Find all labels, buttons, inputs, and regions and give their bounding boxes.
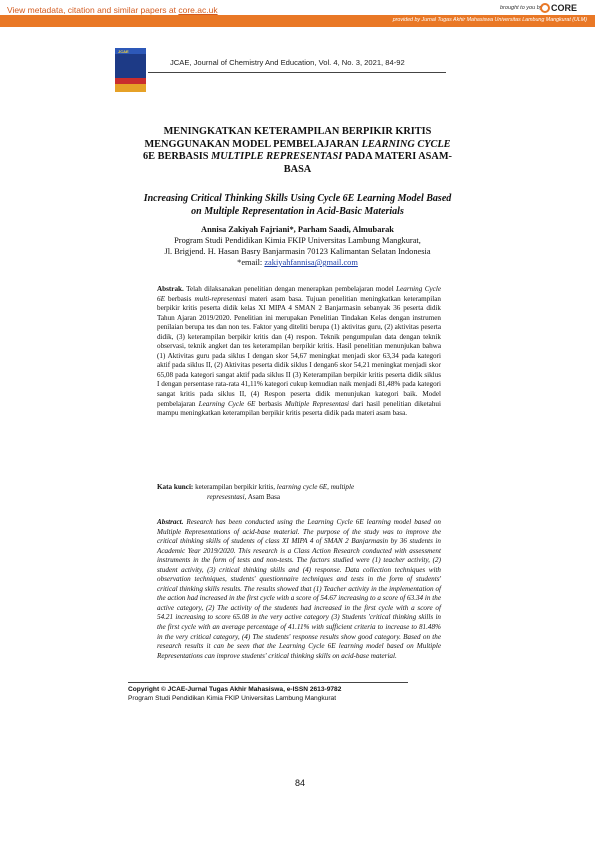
journal-cover-thumbnail xyxy=(115,48,146,92)
footer-rule xyxy=(128,682,408,683)
keywords-label: Kata kunci: xyxy=(157,483,194,491)
affiliation-line: Jl. Brigjend. H. Hasan Basry Banjarmasin 70123 Kalimantan Selatan Indonesia xyxy=(164,247,431,256)
author-list: Annisa Zakiyah Fajriani*, Parham Saadi, Almubarak xyxy=(201,225,394,234)
page-number: 84 xyxy=(294,778,305,788)
email-link[interactable]: zakiyahfannisa@gmail.com xyxy=(264,258,358,267)
title-line: 6E BERBASIS MULTIPLE REPRESENTASI PADA MATERI ASAM- xyxy=(143,151,452,162)
core-metadata-link[interactable] xyxy=(7,5,218,15)
core-logo[interactable]: CORE xyxy=(551,3,578,13)
corresponding-email: *email: zakiyahfannisa@gmail.com xyxy=(237,258,358,267)
title-line: BASA xyxy=(283,163,312,175)
abstract-label: Abstrak. xyxy=(157,285,184,293)
core-link-prefix: View metadata, citation and similar papers at xyxy=(7,5,179,15)
abstract-label: Abstract. xyxy=(157,518,184,526)
header-rule xyxy=(148,72,446,73)
paper-title-indonesian xyxy=(110,126,485,176)
title-line: MENGGUNAKAN MODEL PEMBELAJARAN LEARNING CYCLE xyxy=(144,138,451,150)
paper-title-english xyxy=(110,193,485,218)
affiliation-line: Program Studi Pendidikan Kimia FKIP Universitas Lambung Mangkurat, xyxy=(174,236,421,245)
brought-by-text: brought to you by xyxy=(500,5,543,11)
provided-by-text[interactable]: provided by Jurnal Tugas Akhir Mahasiswa Universitas Lambung Mangkurat (ULM) xyxy=(392,17,587,23)
abstract-indonesian: Abstrak. Telah dilaksanakan penelitian dengan menerapkan pembelajaran model Learning Cycle 6E berbasis multi-representasi materi asam basa. Tujuan penelitian meningkatkan keterampilan berpikir kritis peserta didik kelas XI MIPA 4 SMAN 2 Banjarmasin sebanyak 36 peserta didik Tahun Ajaran 2019/2020. Penelitian ini merupakan Penelitian Tindakan Kelas dengan instrumen penilaian berupa tes dan non tes. Faktor yang diteliti berupa (1) aktivitas guru, (2) aktivitas peserta didik, (3) keterampilan berpikir kritis dan (4) respon. Teknik pengumpulan data dengan teknik observasi, teknik angket dan tes keterampilan berpikir kritis. Hasil penelitian menunjukan bahwa (1) Aktivitas guru pada siklus I dengan skor 54,67 meningkat menjadi skor 63,34 pada kategori aktif pada siklus II, (2) Aktivitas peserta didik siklus I dengan6 skor 54,21 meningkat menjadi skor 65,08 pada kategori sangat aktif pada siklus II (3) Keterampilan berpikir kritis peserta didik siklus I dengan persentase rata-rata 41,11% kategori cukup kemudian naik menjadi 81,48% pada kategori sangat kritis pada siklus II, (4) Respon peserta didik menunjukan kategori baik. Model pembelajaran Learning Cycle 6E berbasis Multiple Representasi dari hasil penelitian diketahui mampu meningkatkan keterampilan berpikir kritis peserta didik pada materi asam basa. xyxy=(157,285,441,418)
core-link-domain: core.ac.uk xyxy=(178,5,218,15)
copyright-notice: Copyright © JCAE-Jurnal Tugas Akhir Mahasiswa, e-ISSN 2613-9782 xyxy=(128,686,342,693)
keywords: Kata kunci: keterampilan berpikir kritis, learning cycle 6E, multiple represesntasi, Asam Basa xyxy=(157,483,355,501)
title-line: MENINGKATKAN KETERAMPILAN BERPIKIR KRITIS xyxy=(163,126,432,137)
abstract-english: Abstract. Research has been conducted using the Learning Cycle 6E learning model based on Multiple Representations of acid-base material. The purpose of the study was to improve the critical thinking skills of students of class XI MIPA 4 of SMAN 2 Banjarmasin by 36 students in Academic Year 2019/2020. This research is a Class Action Research conducted with assessment instruments in the form of tests and non-tests. The factors studied were (1) teacher activity, (2) student activity, (3) critical thinking skills and (4) response. Data collection techniques with observation techniques, students' questionnaire techniques and tests in the form of students' critical thinking skills results. The results showed that (1) Teacher activity in the implementation of the action had increased in the first cycle with a score of 54.67 increasing to a score of 63.34 in the active category, (2) The activity of the students had increased in the first cycle with a score of 54.21 increasing to score 65.08 in the very active category (3) Students 'critical thinking skills in the first cycle with an average percentage of 41.11% with sufficient criteria to increase to 81.48% in the very critical category, (4) The students' response results show good category. Based on the research results it can be seen that the Learning Cycle 6E learning model based on Multiple Representations can improve students' critical thinking skills on acid-base material. xyxy=(157,518,441,660)
title-line: Increasing Critical Thinking Skills Using Cycle 6E Learning Model Based xyxy=(143,193,452,204)
core-logo-icon xyxy=(540,3,550,13)
program-footer: Program Studi Pendidikan Kimia FKIP Universitas Lambung Mangkurat xyxy=(128,695,337,702)
journal-reference: JCAE, Journal of Chemistry And Education, Vol. 4, No. 3, 2021, 84-92 xyxy=(170,58,405,67)
journal-cover-label: JCAE xyxy=(118,49,129,54)
title-line: on Multiple Representation in Acid-Basic Materials xyxy=(191,205,404,217)
